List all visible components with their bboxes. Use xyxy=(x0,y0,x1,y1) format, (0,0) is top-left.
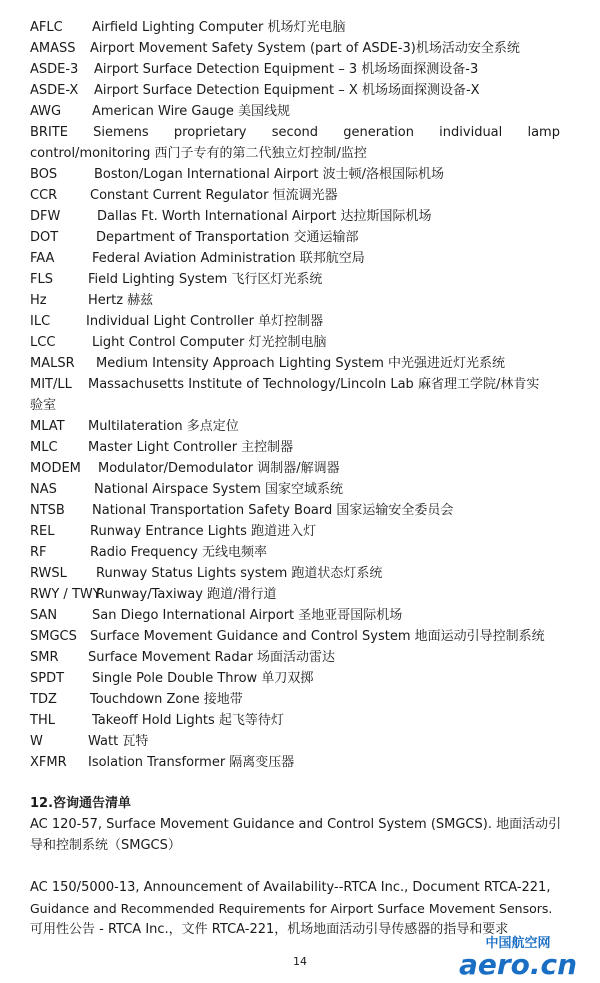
glossary-definition: National Airspace System 国家空域系统 xyxy=(94,482,344,497)
glossary-definition: Multilateration 多点定位 xyxy=(88,419,239,434)
glossary-abbr: ASDE-3 xyxy=(30,62,79,77)
glossary-abbr: MLC xyxy=(30,440,58,455)
ac-120-57-line2: 导和控制系统（SMGCS） xyxy=(30,838,181,853)
brite-word-4: generation xyxy=(343,125,414,140)
glossary-abbr: NTSB xyxy=(30,503,65,518)
glossary-definition: Constant Current Regulator 恒流调光器 xyxy=(90,188,338,203)
glossary-definition: Surface Movement Guidance and Control System 地面运动引导控制系统 xyxy=(90,629,545,644)
glossary-abbr: THL xyxy=(30,713,55,728)
glossary-definition: Field Lighting System 飞行区灯光系统 xyxy=(88,272,323,287)
glossary-abbr: DFW xyxy=(30,209,61,224)
glossary-definition: American Wire Gauge 美国线规 xyxy=(92,104,291,119)
glossary-definition: Runway/Taxiway 跑道/滑行道 xyxy=(96,587,277,602)
glossary-definition: Airport Surface Detection Equipment – X 机场场面探测设备-X xyxy=(94,83,480,98)
glossary-definition: Isolation Transformer 隔离变压器 xyxy=(88,755,295,770)
glossary-abbr: NAS xyxy=(30,482,57,497)
ac-150-5000-13-line1: AC 150/5000-13, Announcement of Availability--RTCA Inc., Document RTCA-221, xyxy=(30,880,551,895)
glossary-abbr: CCR xyxy=(30,188,58,203)
glossary-abbr: DOT xyxy=(30,230,59,245)
glossary-definition: Touchdown Zone 接地带 xyxy=(90,692,243,707)
page-number: 14 xyxy=(293,955,307,968)
glossary-abbr: W xyxy=(30,734,43,749)
glossary-abbr: RWY / TWY xyxy=(30,587,101,602)
glossary-definition: Individual Light Controller 单灯控制器 xyxy=(86,314,324,329)
glossary-definition: National Transportation Safety Board 国家运输安全委员会 xyxy=(92,503,454,518)
mitll-definition: Massachusetts Institute of Technology/Lincoln Lab 麻省理工学院/林肯实 xyxy=(88,377,540,392)
glossary-abbr: MLAT xyxy=(30,419,65,434)
glossary-definition: Dallas Ft. Worth International Airport 达拉斯国际机场 xyxy=(97,209,432,224)
glossary-definition: Federal Aviation Administration 联邦航空局 xyxy=(92,251,365,266)
brite-word-3: second xyxy=(271,125,319,140)
glossary-definition: Medium Intensity Approach Lighting System 中光强进近灯光系统 xyxy=(96,356,506,371)
glossary-abbr: MODEM xyxy=(30,461,81,476)
glossary-definition: Master Light Controller 主控制器 xyxy=(88,440,294,455)
glossary-definition: Airport Movement Safety System (part of ASDE-3)机场活动安全系统 xyxy=(90,41,520,56)
glossary-definition: Light Control Computer 灯光控制电脑 xyxy=(92,335,327,350)
brite-definition-line2: control/monitoring 西门子专有的第二代独立灯控制/监控 xyxy=(30,146,367,161)
mitll-definition-line2: 验室 xyxy=(30,398,57,413)
glossary-abbr: BOS xyxy=(30,167,58,182)
glossary-abbr: REL xyxy=(30,524,55,539)
glossary-abbr: RF xyxy=(30,545,47,560)
brite-abbr: BRITE xyxy=(30,125,68,140)
glossary-abbr: FAA xyxy=(30,251,55,266)
glossary-abbr: SMR xyxy=(30,650,59,665)
glossary-definition: Department of Transportation 交通运输部 xyxy=(96,230,359,245)
glossary-abbr: MALSR xyxy=(30,356,75,371)
glossary-abbr: Hz xyxy=(30,293,47,308)
glossary-abbr: ASDE-X xyxy=(30,83,79,98)
brite-word-5: individual xyxy=(439,125,503,140)
ac-150-5000-13-line2: Guidance and Recommended Requirements for Airport Surface Movement Sensors. xyxy=(30,901,553,916)
glossary-abbr: RWSL xyxy=(30,566,67,581)
glossary-abbr: ILC xyxy=(30,314,51,329)
ac-150-5000-13-line3: 可用性公告 - RTCA Inc.，文件 RTCA-221，机场地面活动引导传感器的指导和要求 xyxy=(30,922,509,937)
glossary-abbr: TDZ xyxy=(30,692,57,707)
glossary-definition: San Diego International Airport 圣地亚哥国际机场 xyxy=(92,608,403,623)
glossary-abbr: SPDT xyxy=(30,671,65,686)
aero-cn-logo xyxy=(440,932,596,980)
glossary-definition: Modulator/Demodulator 调制器/解调器 xyxy=(98,461,340,476)
glossary-definition: Boston/Logan International Airport 波士顿/洛根国际机场 xyxy=(94,167,444,182)
glossary-definition: Runway Status Lights system 跑道状态灯系统 xyxy=(96,566,383,581)
glossary-abbr: AFLC xyxy=(30,20,63,35)
glossary-abbr: XFMR xyxy=(30,755,67,770)
glossary-abbr: SMGCS xyxy=(30,629,77,644)
brite-word-2: proprietary xyxy=(173,125,247,140)
glossary-abbr: LCC xyxy=(30,335,56,350)
glossary-definition: Watt 瓦特 xyxy=(88,734,149,749)
glossary-abbr: SAN xyxy=(30,608,58,623)
brite-word-1: Siemens xyxy=(93,125,149,140)
glossary-definition: Airport Surface Detection Equipment – 3 机场场面探测设备-3 xyxy=(94,62,479,77)
glossary-definition: Radio Frequency 无线电频率 xyxy=(90,545,267,560)
glossary-entry-brite xyxy=(30,122,560,143)
glossary-abbr: AWG xyxy=(30,104,62,119)
ac-120-57-line1: AC 120-57, Surface Movement Guidance and Control System (SMGCS). 地面活动引 xyxy=(30,817,562,832)
section-title: 12.咨询通告清单 xyxy=(30,796,132,811)
glossary-definition: Single Pole Double Throw 单刀双掷 xyxy=(92,671,314,686)
brite-word-6: lamp xyxy=(527,125,560,140)
glossary-definition: Takeoff Hold Lights 起飞等待灯 xyxy=(92,713,284,728)
glossary-abbr: FLS xyxy=(30,272,53,287)
logo-cn-text: 中国航空网 xyxy=(485,936,551,951)
glossary-abbr: AMASS xyxy=(30,41,76,56)
glossary-definition: Hertz 赫兹 xyxy=(88,293,154,308)
glossary-definition: Airfield Lighting Computer 机场灯光电脑 xyxy=(92,20,346,35)
glossary-definition: Runway Entrance Lights 跑道进入灯 xyxy=(90,524,317,539)
mitll-abbr: MIT/LL xyxy=(30,377,72,392)
logo-en-text: aero.cn xyxy=(458,948,578,980)
glossary-definition: Surface Movement Radar 场面活动雷达 xyxy=(88,650,336,665)
